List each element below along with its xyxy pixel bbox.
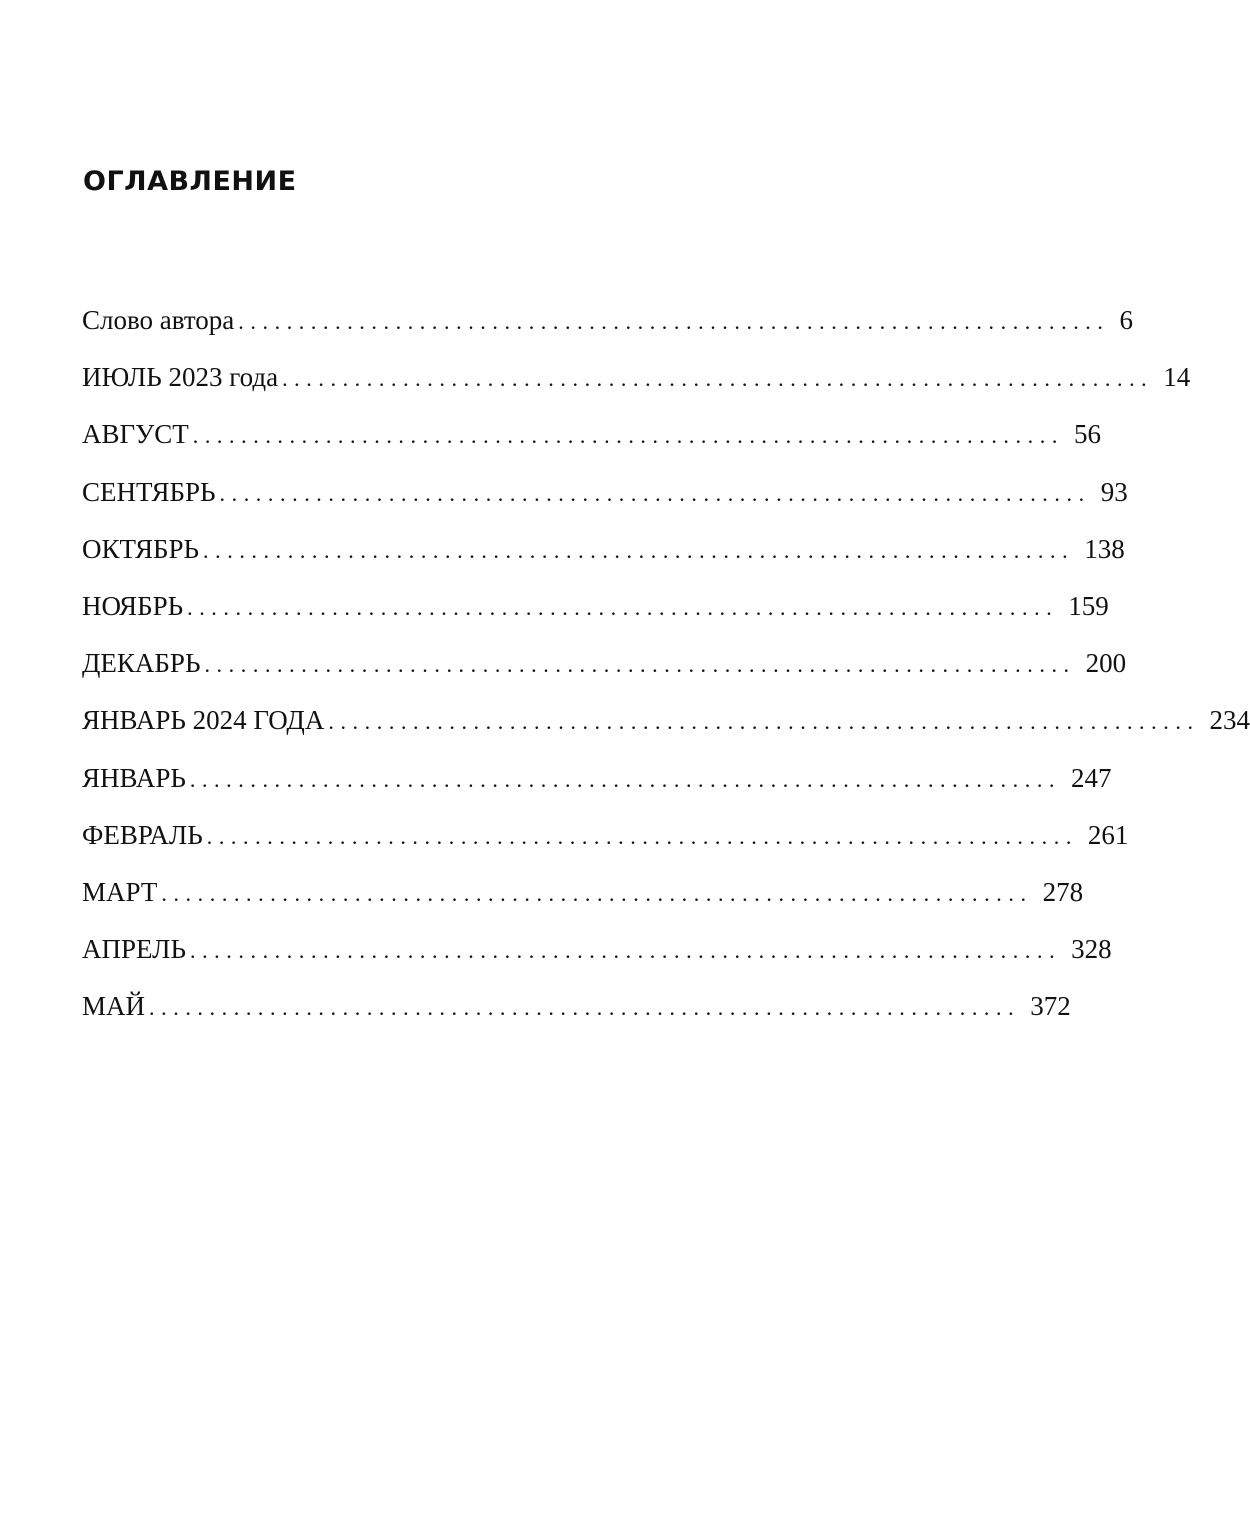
toc-entry-page: 261 [1087,819,1129,850]
toc-entry-title: ЯНВАРЬ [82,762,186,793]
dot-leader: ........................................................................ [189,938,1062,964]
toc-entry [82,927,1112,984]
toc-entry [82,412,1101,469]
dot-leader: ........................................................................ [189,766,1062,792]
toc-heading: ОГЛАВЛЕНИЕ [83,166,297,197]
dot-leader: ........................................................................ [161,880,1033,906]
dot-leader: ........................................................................ [328,709,1200,735]
toc-entry-page: 328 [1071,934,1112,965]
toc-entry [82,298,1133,355]
toc-entry-title: ИЮЛЬ 2023 года [82,362,279,393]
dot-leader: ........................................................................ [282,366,1154,392]
toc-entry-page: 234 [1209,705,1250,736]
toc-entry [82,813,1129,870]
toc-entry [82,355,1191,412]
toc-entry [82,470,1128,527]
toc-entry-title: МАРТ [82,876,158,907]
toc-entry-page: 93 [1100,476,1128,507]
toc-entry-title: АВГУСТ [82,419,189,450]
toc-entry-page: 6 [1119,305,1133,335]
toc-entry-page: 138 [1084,533,1125,564]
toc-entry [82,870,1084,927]
toc-entry-page: 159 [1068,590,1109,621]
toc-entry-page: 200 [1085,648,1127,679]
toc-entry [82,698,1250,755]
dot-leader: ........................................................................ [219,480,1091,506]
toc-entry [82,756,1112,813]
toc-entry-title: АПРЕЛЬ [82,934,186,965]
toc-entry-title: ЯНВАРЬ 2024 ГОДА [82,705,325,736]
dot-leader: ........................................................................ [238,309,1110,334]
toc-entry [82,527,1125,584]
toc-entry-title: ОКТЯБРЬ [82,533,200,564]
toc-entry-title: ФЕВРАЛЬ [82,819,203,850]
toc-entry-title: МАЙ [82,991,146,1022]
toc-entry [82,641,1127,698]
dot-leader: ........................................................................ [149,995,1021,1021]
dot-leader: ........................................................................ [204,652,1076,678]
dot-leader: ........................................................................ [206,823,1078,849]
toc-entry-page: 56 [1073,419,1101,450]
dot-leader: ........................................................................ [203,537,1075,563]
toc-list [82,298,1250,1041]
toc-entry-title: Слово автора [82,305,235,335]
toc-entry-page: 247 [1071,762,1112,793]
toc-entry-page: 278 [1042,876,1084,907]
toc-entry [82,584,1109,641]
toc-entry-page: 372 [1030,991,1071,1022]
toc-entry-page: 14 [1163,362,1191,393]
toc-entry-title: СЕНТЯБРЬ [82,476,216,507]
toc-entry [82,984,1071,1041]
dot-leader: ........................................................................ [192,423,1064,449]
toc-entry-title: ДЕКАБРЬ [82,648,201,679]
dot-leader: ........................................................................ [187,594,1059,620]
toc-entry-title: НОЯБРЬ [82,590,184,621]
